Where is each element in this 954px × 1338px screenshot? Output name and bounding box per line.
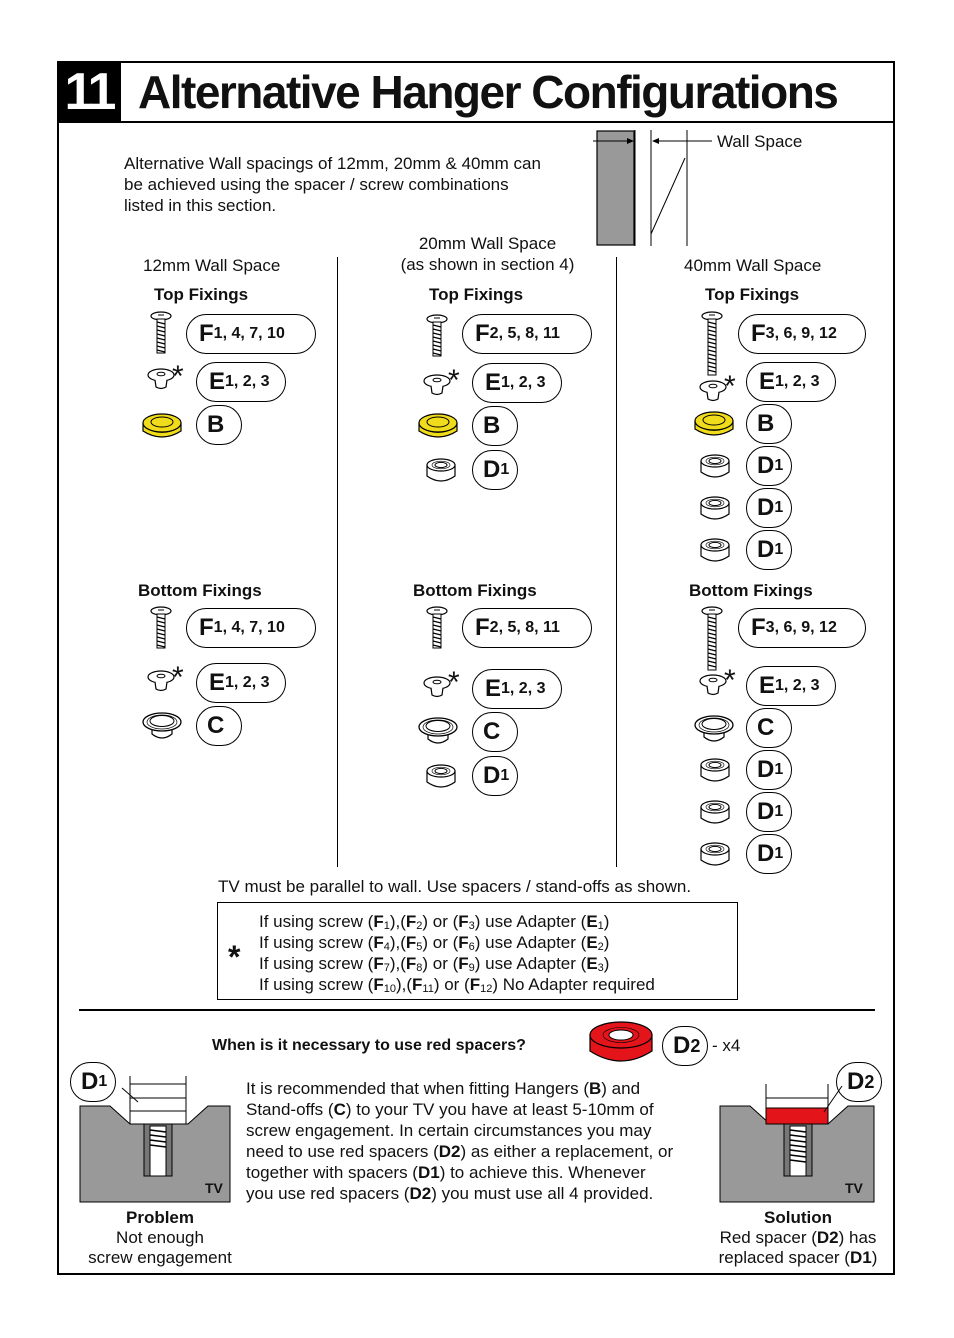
screw-icon — [149, 606, 173, 650]
col3-top-label: Top Fixings — [705, 285, 800, 304]
solution-tag-d2: D 2 — [836, 1062, 882, 1102]
part-d1: D 1 — [746, 488, 792, 528]
hanger-icon — [416, 411, 460, 445]
adapter-note-line-3: If using screw $(F_7),(F_8)$ or $(F_9)$ use Adapter $(E_3)$ — [259, 954, 610, 974]
spacer-icon — [697, 494, 733, 524]
part-f-3-6-9-12: F 3, 6, 9, 12 — [738, 314, 866, 354]
part-d1: D 1 — [746, 446, 792, 486]
part-d1: D 1 — [472, 450, 518, 490]
part-b: B — [746, 404, 792, 444]
col2-top-label: Top Fixings — [429, 285, 524, 304]
asterisk: * — [724, 370, 736, 403]
intro-text: Alternative Wall spacings of 12mm, 20mm & 40mm can be achieved using the spacer / screw combinations listed in this section. — [124, 154, 541, 215]
part-f-1-4-7-10: F 1, 4, 7, 10 — [186, 608, 316, 648]
red-spacer-explanation: It is recommended that when fitting Hangers (B) and Stand-offs (C) to your TV you have at least 5-10mm of screw engagement. In certain circumstances you may need to use red spacers (D2) as either a replacement, or together with spacers (D1) to achieve this. Whenever you use red spacers (D2) you must use all 4 provided. — [246, 1079, 674, 1203]
hanger-icon — [140, 411, 184, 445]
wall-space-label: Wall Space — [717, 132, 803, 151]
adapter-note-box — [217, 902, 738, 1000]
column-divider-1 — [337, 257, 338, 867]
adapter-note-line-1: If using screw $(F_1),(F_2)$ or $(F_3)$ use Adapter $(E_1)$ — [259, 912, 610, 932]
part-b: B — [196, 405, 242, 445]
problem-caption: Problem Not enough screw engagement — [88, 1208, 232, 1267]
asterisk: * — [172, 661, 184, 694]
spacer-icon — [423, 456, 459, 486]
asterisk: * — [724, 664, 736, 697]
part-c: C — [196, 706, 242, 746]
screw-icon — [700, 311, 724, 377]
standoff-icon — [140, 710, 184, 744]
part-f-2-5-8-11: F 2, 5, 8, 11 — [462, 608, 592, 648]
col1-bottom-label: Bottom Fixings — [138, 581, 262, 600]
page-title: Alternative Hanger Configurations — [138, 66, 838, 118]
part-e-1-2-3: E 1, 2, 3 — [746, 666, 836, 706]
spacer-icon — [697, 840, 733, 870]
solution-caption: Solution Red spacer (D2) has replaced spacer (D1) — [718, 1208, 878, 1267]
problem-tv-label: TV — [205, 1180, 223, 1196]
asterisk: * — [448, 364, 460, 397]
col3-bottom-label: Bottom Fixings — [689, 581, 813, 600]
spacer-icon — [697, 798, 733, 828]
part-e-1-2-3: E 1, 2, 3 — [472, 669, 562, 709]
col1-top-label: Top Fixings — [154, 285, 249, 304]
red-spacer-quantity: - x4 — [712, 1036, 741, 1055]
red-spacer-question: When is it necessary to use red spacers? — [212, 1037, 526, 1054]
part-f-2-5-8-11: F 2, 5, 8, 11 — [462, 314, 592, 354]
part-e-1-2-3: E 1, 2, 3 — [472, 363, 562, 403]
screw-icon — [149, 311, 173, 355]
part-d1: D 1 — [746, 792, 792, 832]
section-number: 11 — [57, 61, 121, 123]
hanger-icon — [692, 409, 736, 443]
adapter-note-line-2: If using screw $(F_4),(F_5)$ or $(F_6)$ use Adapter $(E_2)$ — [259, 933, 610, 953]
asterisk: * — [172, 360, 184, 393]
problem-tag-d1: D 1 — [70, 1062, 116, 1102]
spacer-icon — [697, 536, 733, 566]
spacer-icon — [697, 452, 733, 482]
part-d1: D 1 — [746, 530, 792, 570]
part-f-3-6-9-12: F 3, 6, 9, 12 — [738, 608, 866, 648]
adapter-note-line-4: If using screw $(F_{10}),(F_{11})$ or $(F_{12})$ No Adapter required — [259, 975, 655, 995]
standoff-icon — [692, 713, 736, 747]
part-d1: D 1 — [746, 834, 792, 874]
divider-rule — [79, 1009, 875, 1011]
part-e-1-2-3: E 1, 2, 3 — [196, 362, 286, 402]
col1-heading: 12mm Wall Space — [143, 256, 281, 275]
standoff-icon — [416, 715, 460, 749]
part-d2: D 2 — [662, 1026, 708, 1066]
col3-heading: 40mm Wall Space — [684, 256, 822, 275]
part-d1: D 1 — [472, 756, 518, 796]
red-spacer-icon — [587, 1019, 655, 1071]
col2-heading: 20mm Wall Space (as shown in section 4) — [400, 234, 575, 274]
part-f-1-4-7-10: F 1, 4, 7, 10 — [186, 314, 316, 354]
solution-tv-label: TV — [845, 1180, 863, 1196]
spacer-icon — [697, 756, 733, 786]
screw-icon — [700, 606, 724, 672]
spacer-icon — [423, 762, 459, 792]
asterisk: * — [228, 939, 241, 975]
part-d1: D 1 — [746, 750, 792, 790]
asterisk: * — [448, 666, 460, 699]
part-c: C — [746, 708, 792, 748]
column-divider-2 — [616, 257, 617, 867]
screw-icon — [425, 311, 449, 361]
parallel-note: TV must be parallel to wall. Use spacers / stand-offs as shown. — [218, 877, 692, 896]
part-e-1-2-3: E 1, 2, 3 — [196, 663, 286, 703]
col2-bottom-label: Bottom Fixings — [413, 581, 537, 600]
screw-icon — [425, 606, 449, 650]
part-c: C — [472, 712, 518, 752]
part-b: B — [472, 406, 518, 446]
part-e-1-2-3: E 1, 2, 3 — [746, 362, 836, 402]
